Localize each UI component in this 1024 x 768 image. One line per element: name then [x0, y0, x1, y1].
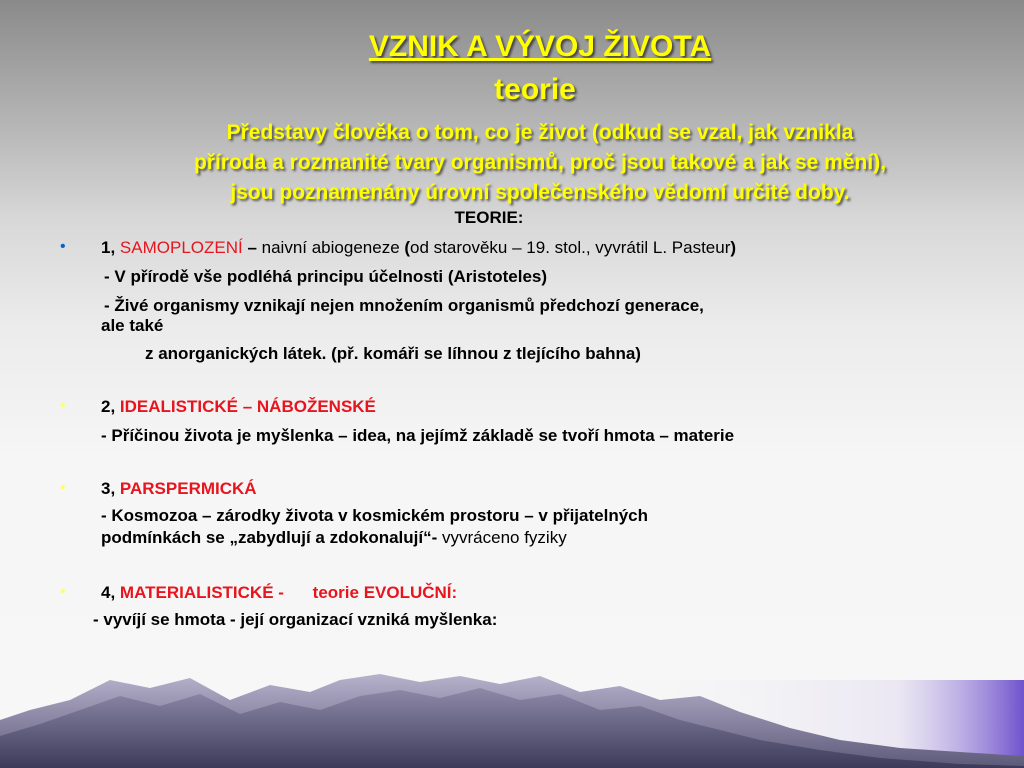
- intro-line-3: jsou poznamenány úrovní společenského vědomí určité doby.: [230, 181, 850, 204]
- intro-line-2: příroda a rozmanité tvary organismů, proč jsou takové a jak se mění),: [193, 151, 887, 174]
- paren-close: ): [730, 238, 737, 257]
- item-name: IDEALISTICKÉ – NÁBOŽENSKÉ: [119, 397, 376, 416]
- item-1-sub-2b: ale také: [101, 316, 164, 335]
- theory-item-4: [101, 583, 457, 603]
- item-3-sub-2: [101, 528, 567, 548]
- bullet-icon: •: [60, 238, 66, 255]
- item-name: PARSPERMICKÁ: [119, 479, 257, 498]
- item-3-sub-1: - Kosmozoa – zárodky života v kosmickém prostoru – v přijatelných: [101, 506, 649, 525]
- item-name-2: teorie EVOLUČNÍ:: [312, 583, 458, 602]
- bullet-icon: •: [60, 583, 66, 600]
- item-name: SAMOPLOZENÍ: [119, 238, 243, 257]
- item-3-sub-2-bold: podmínkách se „zabydlují a zdokonalují“-: [101, 528, 438, 547]
- mountain-landscape-decoration: [0, 640, 1024, 768]
- intro-paragraph: [100, 118, 980, 208]
- item-desc-paren: od starověku – 19. stol., vyvrátil L. Pasteur: [410, 238, 731, 257]
- item-number: 1,: [101, 238, 116, 257]
- item-1-sub-2c: z anorganických látek. (př. komáři se líhnou z tlejícího bahna): [145, 344, 641, 363]
- slide-title: VZNIK A VÝVOJ ŽIVOTA: [368, 30, 712, 63]
- theory-item-1: [101, 238, 736, 258]
- item-number: 4,: [101, 583, 116, 602]
- item-4-sub-1: - vyvíjí se hmota - její organizací vzniká myšlenka:: [93, 610, 498, 629]
- item-dash: –: [242, 238, 257, 257]
- bullet-icon: •: [60, 397, 66, 414]
- item-1-sub-1: - V přírodě vše podléhá principu účelnosti (Aristoteles): [104, 267, 548, 286]
- item-name: MATERIALISTICKÉ -: [119, 583, 284, 602]
- theory-heading: TEORIE:: [454, 208, 524, 227]
- bullet-icon: •: [60, 479, 66, 496]
- item-1-sub-2a: - Živé organismy vznikají nejen množením organismů předchozí generace,: [104, 296, 704, 315]
- item-2-sub-1: - Příčinou života je myšlenka – idea, na jejímž základě se tvoří hmota – materie: [101, 426, 735, 445]
- theory-item-3: [101, 479, 257, 499]
- item-number: 2,: [101, 397, 116, 416]
- slide-subtitle: teorie: [494, 73, 576, 106]
- theory-item-2: [101, 397, 376, 417]
- paren-open: (: [404, 238, 411, 257]
- intro-line-1: Představy člověka o tom, co je život (odkud se vzal, jak vznikla: [226, 121, 854, 144]
- item-3-sub-2-normal: vyvráceno fyziky: [437, 528, 567, 547]
- item-desc: naivní abiogeneze: [256, 238, 405, 257]
- item-number: 3,: [101, 479, 116, 498]
